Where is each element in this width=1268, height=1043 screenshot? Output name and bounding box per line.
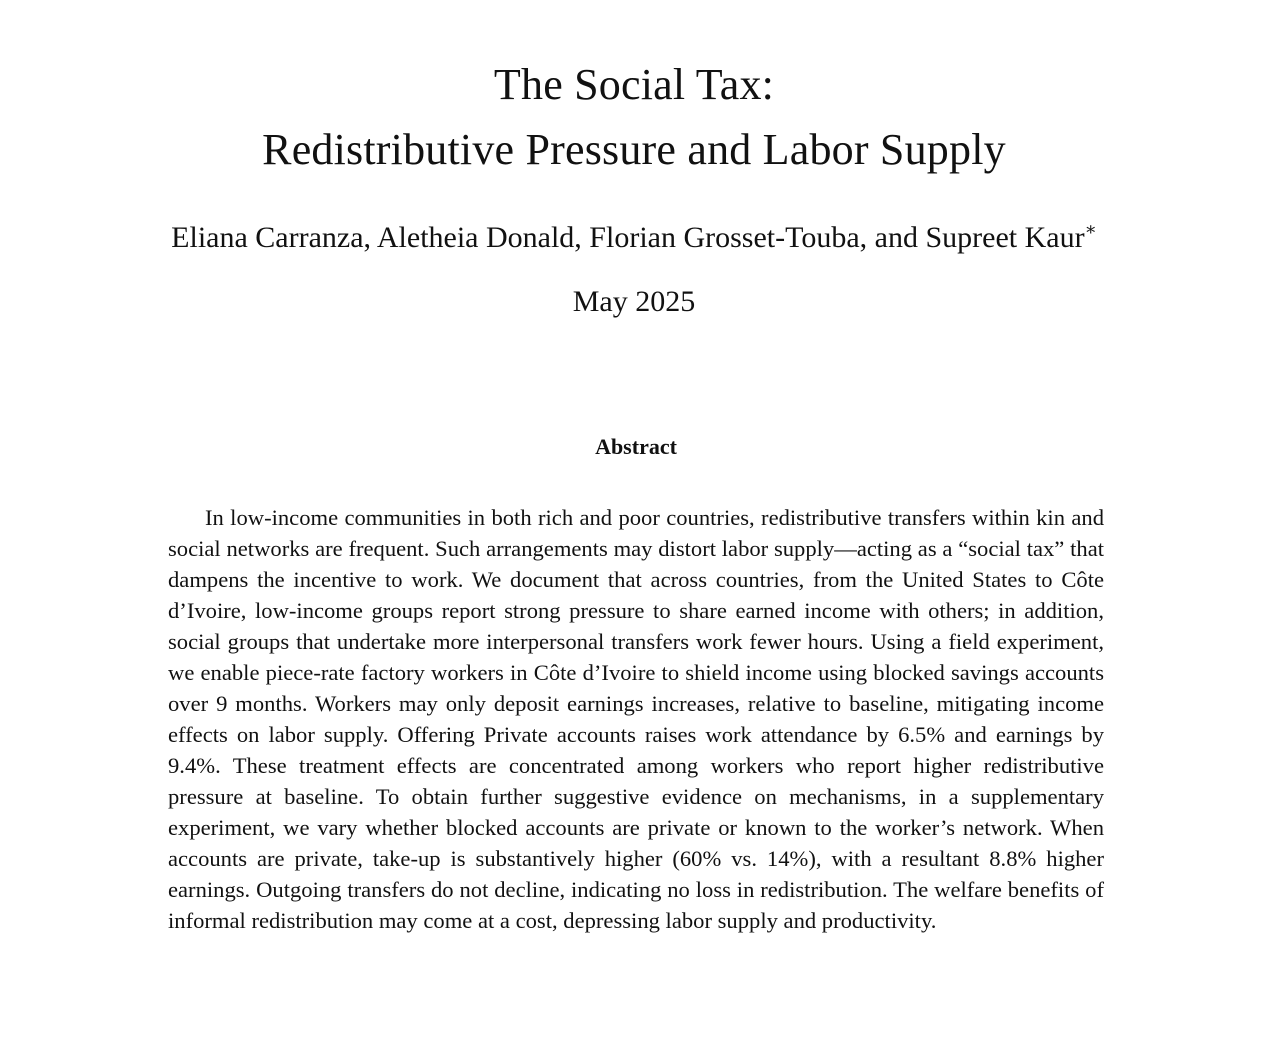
paper-title <box>0 52 1268 182</box>
publication-date: May 2025 <box>572 285 696 318</box>
author-list <box>0 218 1268 258</box>
title-line-1: The Social Tax: <box>493 60 775 109</box>
abstract-heading: Abstract <box>595 434 677 459</box>
author-footnote-mark[interactable]: ∗ <box>1084 219 1097 239</box>
title-line-2: Redistributive Pressure and Labor Supply <box>262 125 1006 174</box>
abstract-text: In low-income communities in both rich and poor countries, redistributive transfers within kin and social networks are frequent. Such arrangements may distort labor supply—acting as a “social tax” that dampens the incentive to work. We document that across countries, from the United States to Côte d’Ivoire, low-income groups report strong pressure to share earned income with others; in addition, social groups that undertake more interpersonal transfers work fewer hours. Using a field experiment, we enable piece-rate factory workers in Côte d’Ivoire to shield income using blocked savings accounts over 9 months. Workers may only deposit earnings increases, relative to baseline, mitigating income effects on labor supply. Offering Private accounts raises work attendance by 6.5% and earnings by 9.4%. These treatment effects are concentrated among workers who report higher redistributive pressure at baseline. To obtain further suggestive evidence on mechanisms, in a supplementary experiment, we vary whether blocked accounts are private or known to the worker’s network. When accounts are private, take-up is substantively higher (60% vs. 14%), with a resultant 8.8% higher earnings. Outgoing transfers do not decline, indicating no loss in redistribution. The welfare benefits of informal redistribution may come at a cost, depressing labor supply and productivity. <box>168 505 1104 933</box>
author-names: Eliana Carranza, Aletheia Donald, Florian Grosset-Touba, and Supreet Kaur <box>171 221 1085 254</box>
